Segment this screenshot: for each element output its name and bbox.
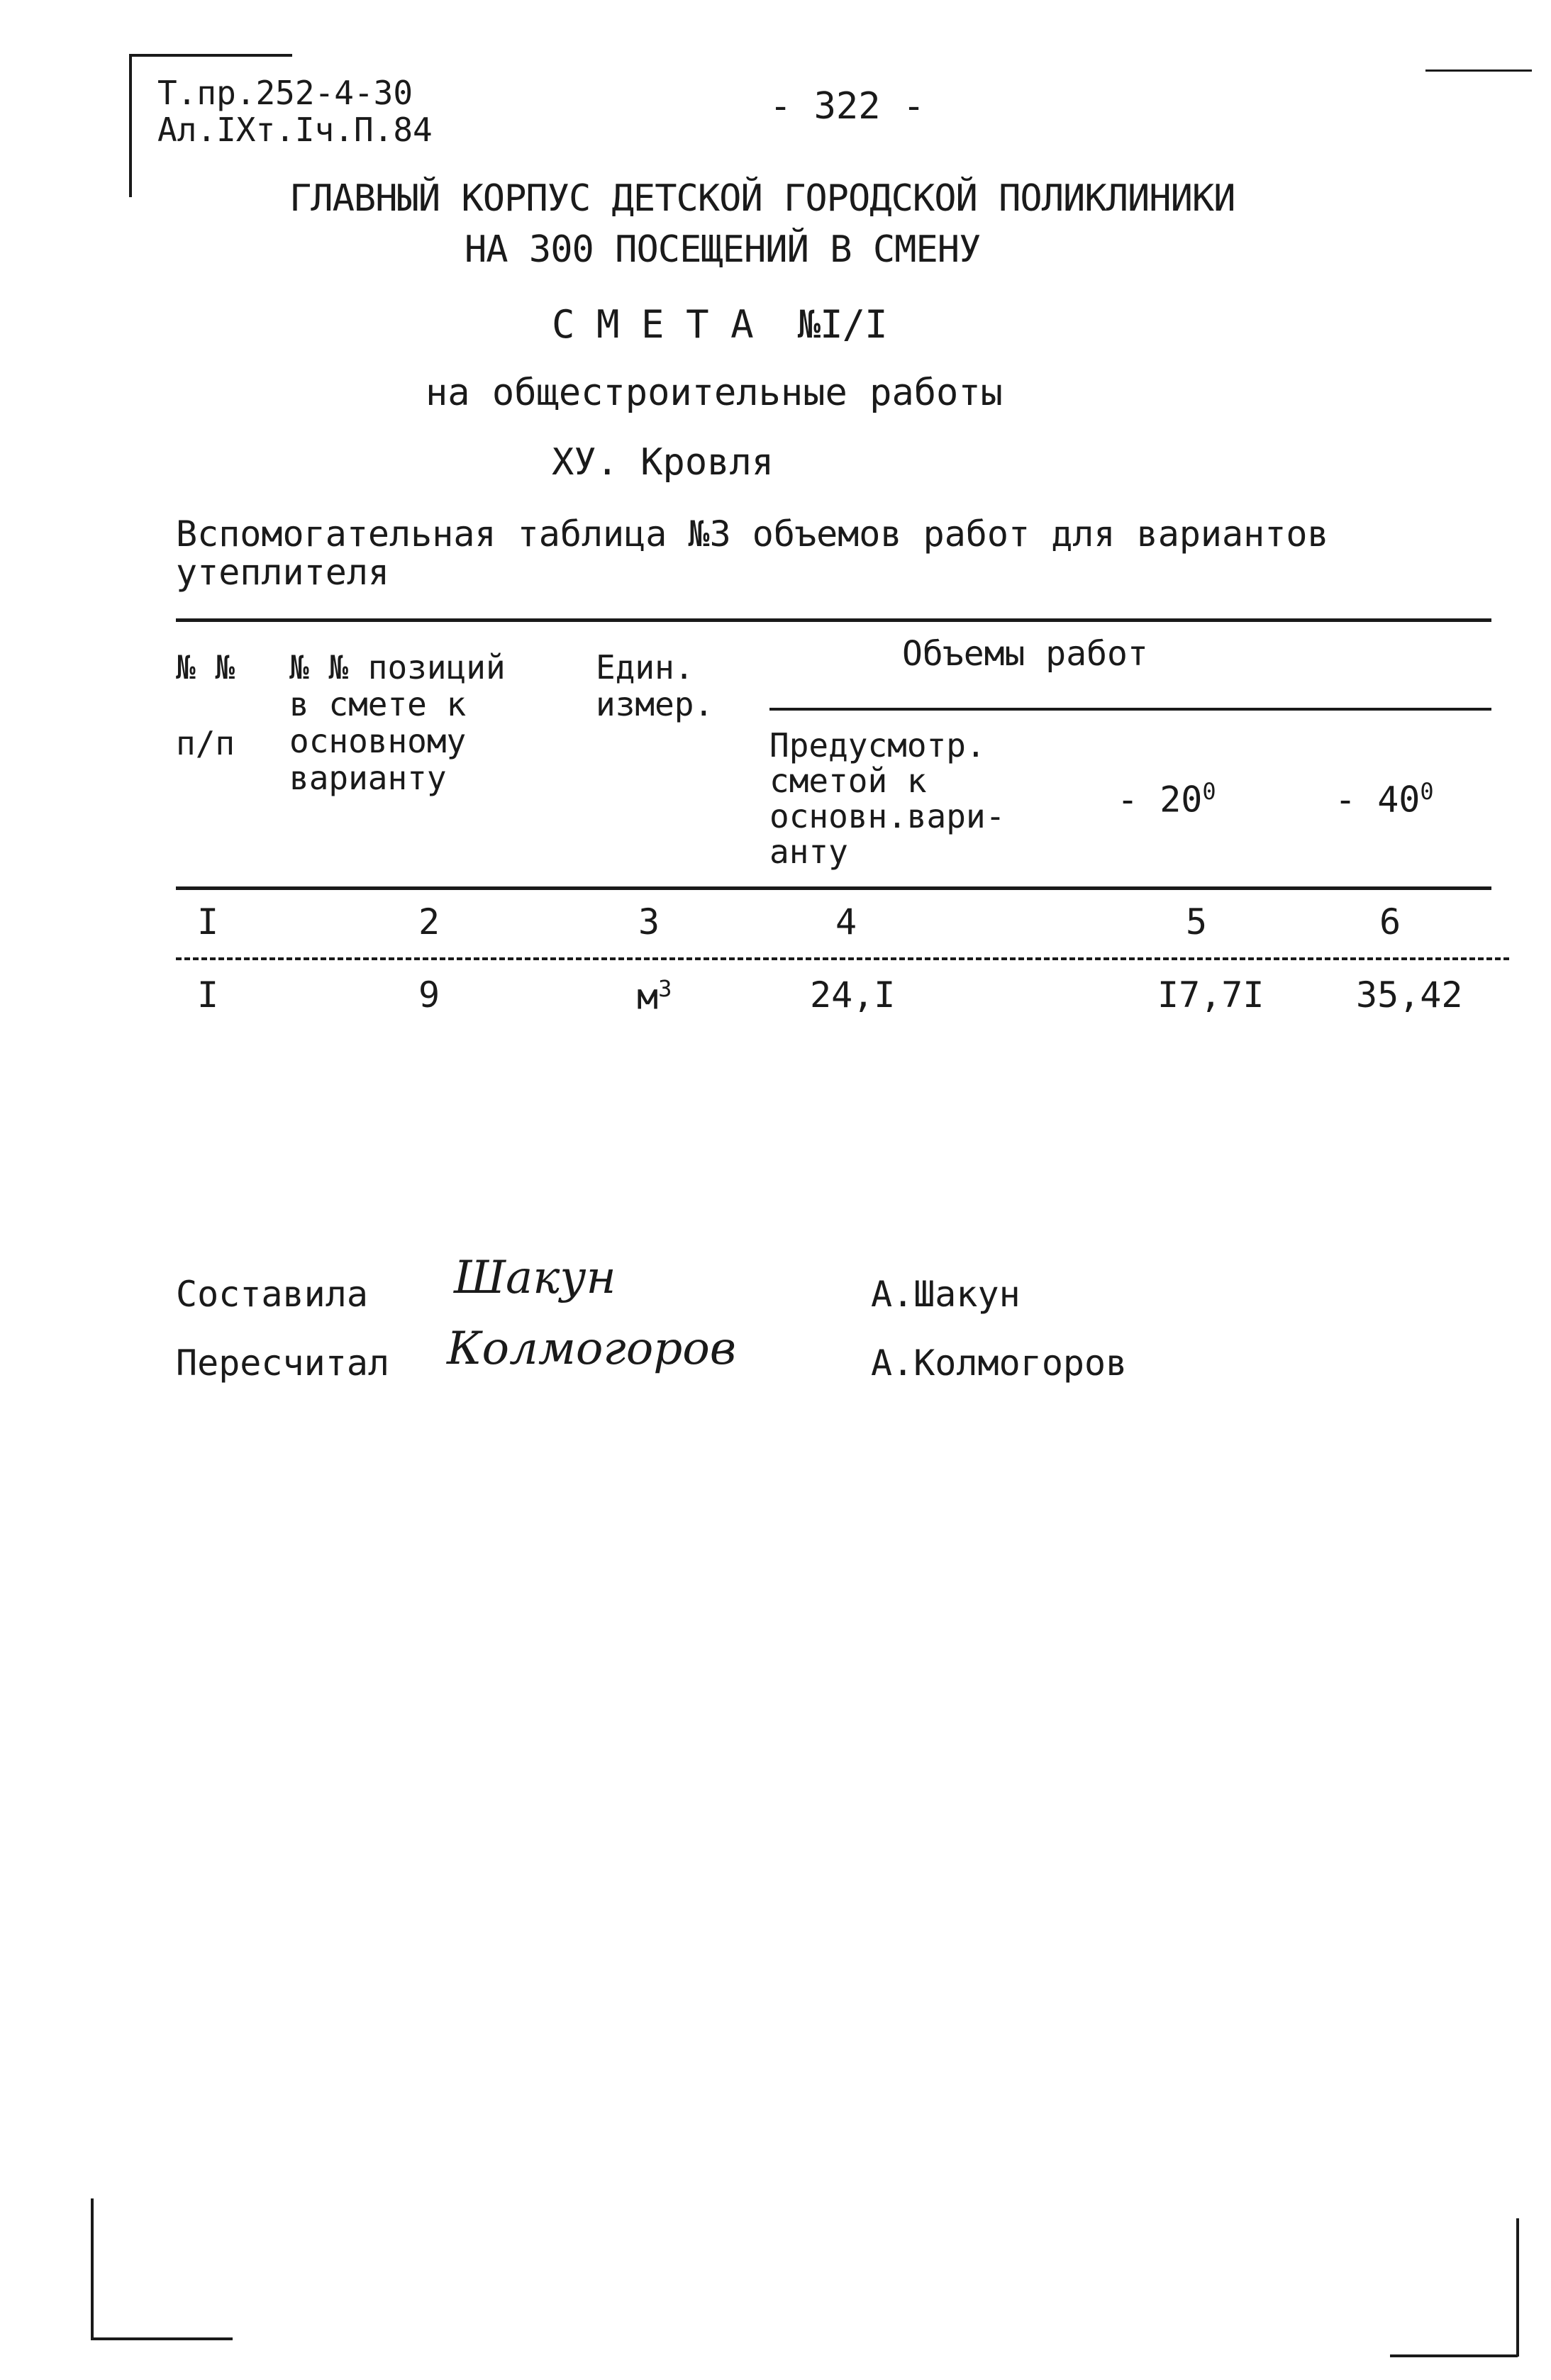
checked-by-name: А.Колмогоров xyxy=(871,1342,1128,1384)
table-caption-line2: утеплителя xyxy=(176,552,390,593)
header-minus-20: - $20^0$ xyxy=(1117,778,1216,821)
document-title-line1: ГЛАВНЫЙ КОРПУС ДЕТСКОЙ ГОРОДСКОЙ ПОЛИКЛИНИКИ xyxy=(289,177,1235,220)
document-title-line2: НА 300 ПОСЕЩЕНИЙ В СМЕНУ xyxy=(465,228,981,271)
corner-mark-bottom-left-horizontal xyxy=(91,2337,233,2340)
table-top-rule xyxy=(176,618,1491,622)
header-unit-line2: измер. xyxy=(596,685,714,723)
checked-by-label: Пересчитал xyxy=(176,1342,390,1384)
estimate-subtitle: на общестроительные работы xyxy=(426,372,1003,414)
section-title: ХУ. Кровля xyxy=(552,441,774,484)
column-number-1: I xyxy=(197,901,219,942)
header-row-number-line1: № № xyxy=(176,648,235,686)
header-positions-line2: в смете к xyxy=(289,685,467,723)
column-number-5: 5 xyxy=(1186,901,1208,942)
checked-by-signature: Колмогоров xyxy=(447,1323,737,1375)
header-base-variant-line2: сметой к xyxy=(769,762,927,800)
compiled-by-name: А.Шакун xyxy=(871,1274,1021,1315)
compiled-by-signature: Шакун xyxy=(454,1252,616,1304)
corner-mark-top-left-vertical xyxy=(129,55,132,197)
header-positions-line3: основному xyxy=(289,722,467,760)
table-caption-line1: Вспомогательная таблица №3 объемов работ для вариантов xyxy=(176,513,1329,555)
table-header-bottom-rule xyxy=(176,886,1491,890)
column-number-2: 2 xyxy=(418,901,440,942)
header-minus-40: - $40^0$ xyxy=(1335,778,1434,821)
table-row-1-base-volume: 24,I xyxy=(810,974,896,1016)
document-code-line2: Ал.IХт.Iч.П.84 xyxy=(157,111,433,149)
page-number: - 322 - xyxy=(769,85,925,128)
corner-mark-bottom-left-vertical xyxy=(91,2198,94,2340)
corner-mark-top-right xyxy=(1425,69,1532,72)
corner-mark-top-left-horizontal xyxy=(129,54,292,57)
header-base-variant-line4: анту xyxy=(769,833,848,871)
header-positions-line4: варианту xyxy=(289,759,447,797)
table-group-rule xyxy=(769,708,1491,711)
header-positions-line1: № № позиций xyxy=(289,648,506,686)
header-base-variant-line1: Предусмотр. xyxy=(769,726,986,764)
table-row-1-minus40-volume: 35,42 xyxy=(1356,974,1463,1016)
estimate-title: С М Е Т А №I/I xyxy=(552,302,887,347)
compiled-by-label: Составила xyxy=(176,1274,368,1315)
column-number-3: 3 xyxy=(638,901,660,942)
table-row-1-unit: $м^3$ xyxy=(637,975,672,1018)
column-number-6: 6 xyxy=(1379,901,1401,942)
header-row-number-line2: п/п xyxy=(176,724,235,762)
header-unit-line1: Един. xyxy=(596,648,694,686)
table-row-1-minus20-volume: I7,7I xyxy=(1157,974,1264,1016)
corner-mark-bottom-right-vertical xyxy=(1516,2218,1519,2357)
table-numbers-dashed-rule xyxy=(176,957,1509,960)
table-row-1-number: I xyxy=(197,974,219,1016)
table-row-1-position: 9 xyxy=(418,974,440,1016)
header-work-volumes: Объемы работ xyxy=(902,634,1148,674)
column-number-4: 4 xyxy=(835,901,857,942)
corner-mark-bottom-right-horizontal xyxy=(1390,2354,1518,2357)
header-base-variant-line3: основн.вари- xyxy=(769,797,1006,835)
document-code-line1: Т.пр.252-4-30 xyxy=(157,74,413,112)
